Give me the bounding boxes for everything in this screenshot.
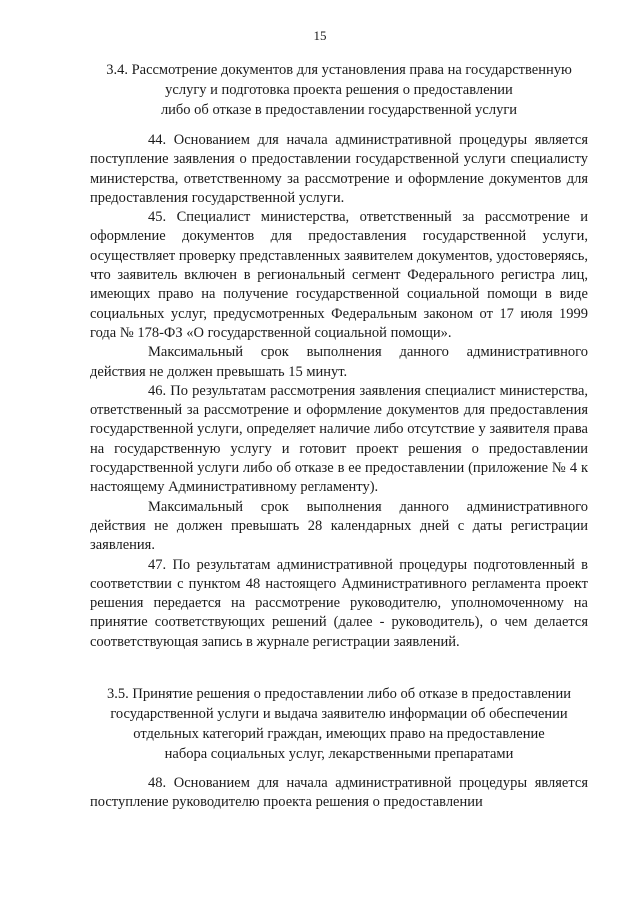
- paragraph-45-deadline: Максимальный срок выполнения данного административного действия не должен превышать 15 минут.: [90, 344, 588, 380]
- section-title-3-5: [90, 684, 588, 764]
- paragraph-46: 46. По результатам рассмотрения заявления специалист министерства, ответственный за рассмотрение и оформление документов для предоставления государственной услуги, определяет наличие либо отсутствие у заявителя права на государственную услугу и готовит проект решения о предоставлении государственной услуги либо об отказе в ее предоставлении (приложение № 4 к настоящему Административному регламенту).: [90, 382, 588, 496]
- title-line: либо об отказе в предоставлении государственной услуги: [160, 102, 518, 118]
- paragraph-47: 47. По результатам административной процедуры подготовленный в соответствии с пунктом 48 настоящего Административного регламента проект решения передается на рассмотрение руководителю, уполномоченному на принятие соответствующих решений (далее - руководитель), о чем делается соответствующая запись в журнале регистрации заявлений.: [90, 556, 588, 650]
- title-line: набора социальных услуг, лекарственными препаратами: [164, 746, 514, 762]
- paragraph-46-deadline: Максимальный срок выполнения данного административного действия не должен превышать 28 календарных дней с даты регистрации заявления.: [90, 498, 588, 554]
- title-line: отдельных категорий граждан, имеющих право на предоставление: [133, 726, 545, 742]
- paragraph-45: 45. Специалист министерства, ответственный за рассмотрение и оформление документов для предоставления государственной услуги, осуществляет проверку представленных заявителем документов, удостоверяясь, что заявитель включен в региональный сегмент Федерального регистра лиц, имеющих право на получение государственной социальной помощи в виде социальных услуг, предусмотренных Федеральным законом от 17 июля 1999 года № 178-ФЗ «О государственной социальной помощи».: [90, 209, 588, 341]
- section-body-3-4: [90, 131, 588, 652]
- title-line: государственной услуги и выдача заявителю информации об обеспечении: [110, 706, 568, 722]
- paragraph-48: 48. Основанием для начала административной процедуры является поступление руководителю проекта решения о предоставлении: [90, 775, 588, 811]
- title-line: 3.5. Принятие решения о предоставлении либо об отказе в предоставлении: [107, 686, 571, 702]
- section-body-3-5: [90, 774, 588, 813]
- title-line: 3.4. Рассмотрение документов для установления права на государственную: [106, 62, 572, 78]
- page-number: 15: [313, 28, 327, 43]
- section-title-3-4: [90, 60, 588, 120]
- title-line: услугу и подготовка проекта решения о предоставлении: [165, 82, 513, 98]
- paragraph-44: 44. Основанием для начала административной процедуры является поступление заявления о предоставлении государственной услуги специалисту министерства, ответственному за рассмотрение и оформление документов для предоставления государственной услуги.: [90, 132, 588, 206]
